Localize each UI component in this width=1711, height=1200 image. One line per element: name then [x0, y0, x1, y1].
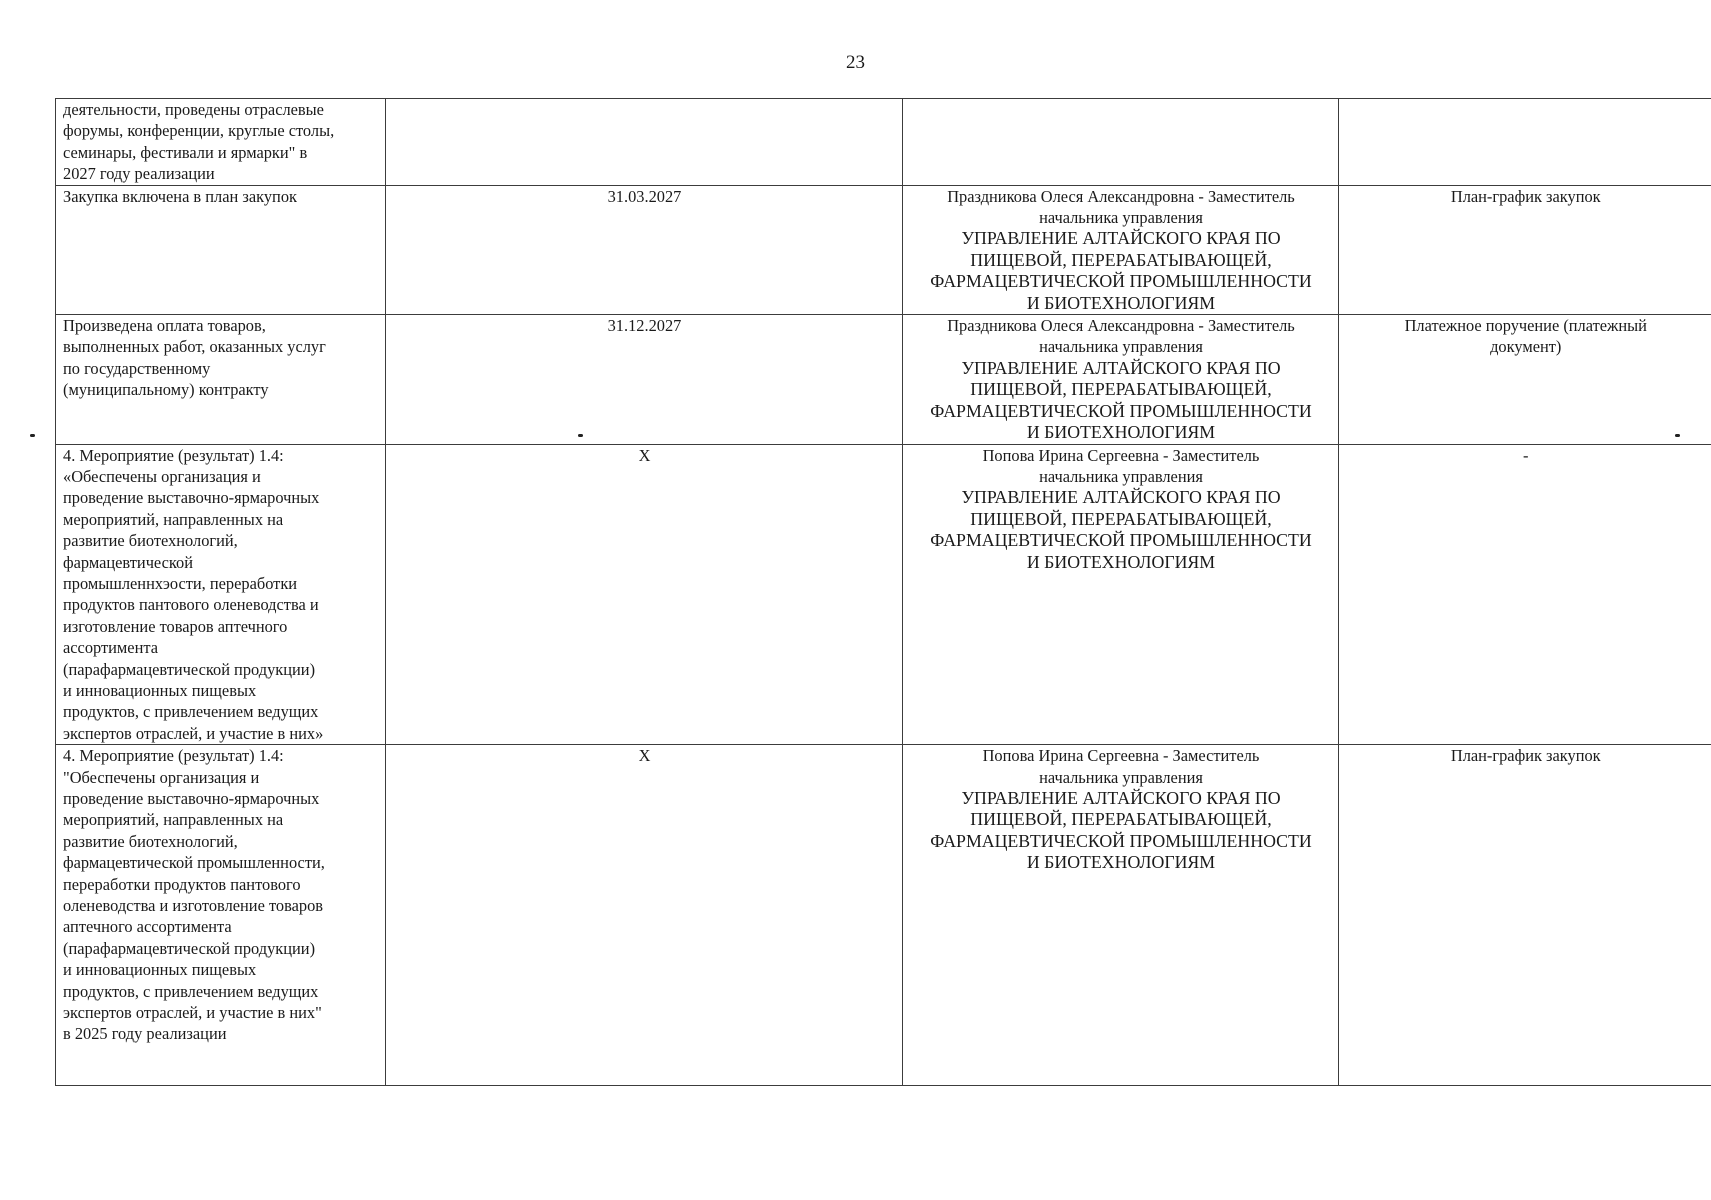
- document-cell: [1339, 99, 1711, 186]
- table-row: [56, 99, 1711, 186]
- table-row: [56, 745, 1711, 1086]
- date-cell: [386, 185, 903, 314]
- confirming-document: План-график закупок: [1450, 746, 1601, 766]
- responsible-person: Попова Ирина Сергеевна - Заместитель начальника управления: [982, 746, 1260, 787]
- event-date: 31.12.2027: [607, 316, 682, 336]
- date-cell: [386, 745, 903, 1086]
- event-date: 31.03.2027: [607, 186, 682, 206]
- responsible-organization: УПРАВЛЕНИЕ АЛТАЙСКОГО КРАЯ ПО ПИЩЕВОЙ, ПЕРЕРАБАТЫВАЮЩЕЙ, ФАРМАЦЕВТИЧЕСКОЙ ПРОМЫШЛЕННОСТИ И БИОТЕХНОЛОГИЯМ: [930, 788, 1312, 873]
- event-name: Закупка включена в план закупок: [63, 186, 297, 206]
- event-date: X: [638, 445, 651, 465]
- responsible-cell: [903, 99, 1339, 186]
- responsible-person: Попова Ирина Сергеевна - Заместитель начальника управления: [982, 445, 1260, 486]
- control-points-table: [55, 98, 1711, 1086]
- confirming-document: Платежное поручение (платежный документ): [1404, 316, 1647, 357]
- event-name: 4. Мероприятие (результат) 1.4: "Обеспечены организация и проведение выставочно-ярмарочных мероприятий, направленных на развитие биотехнологий, фармацевтической промышленности, переработки продуктов пантового оленеводства и изготовление товаров аптечного ассортимента (парафармацевтической продукции) и инновационных пищевых продуктов, с привлечением ведущих экспертов отраслей, и участие в них" в 2025 году реализации: [63, 746, 325, 1044]
- table-row: [56, 185, 1711, 314]
- event-name-cell: [56, 745, 386, 1086]
- responsible-person: Праздникова Олеся Александровна - Заместитель начальника управления: [947, 186, 1295, 228]
- document-cell: [1339, 315, 1711, 444]
- table-row: [56, 444, 1711, 745]
- responsible-organization: УПРАВЛЕНИЕ АЛТАЙСКОГО КРАЯ ПО ПИЩЕВОЙ, ПЕРЕРАБАТЫВАЮЩЕЙ, ФАРМАЦЕВТИЧЕСКОЙ ПРОМЫШЛЕННОСТИ И БИОТЕХНОЛОГИЯМ: [930, 487, 1312, 572]
- document-cell: [1339, 185, 1711, 314]
- event-name: 4. Мероприятие (результат) 1.4: «Обеспечены организация и проведение выставочно-ярмарочных мероприятий, направленных на развитие биотехнологий, фармацевтической промышленнхэости, переработки продуктов пантового оленеводства и изготовление товаров аптечного ассортимента (парафармацевтической продукции) и инновационных пищевых продуктов, с привлечением ведущих экспертов отраслей, и участие в них»: [63, 445, 324, 743]
- responsible-organization: УПРАВЛЕНИЕ АЛТАЙСКОГО КРАЯ ПО ПИЩЕВОЙ, ПЕРЕРАБАТЫВАЮЩЕЙ, ФАРМАЦЕВТИЧЕСКОЙ ПРОМЫШЛЕННОСТИ И БИОТЕХНОЛОГИЯМ: [930, 357, 1312, 443]
- scan-mark: [1675, 434, 1680, 437]
- scan-mark: [578, 434, 583, 437]
- event-name: деятельности, проведены отраслевые форумы, конференции, круглые столы, семинары, фестивали и ярмарки" в 2027 году реализации: [63, 100, 335, 184]
- date-cell: [386, 99, 903, 186]
- event-date: X: [638, 746, 651, 766]
- event-name-cell: [56, 99, 386, 186]
- responsible-cell: [903, 185, 1339, 314]
- event-name-cell: [56, 185, 386, 314]
- scan-mark: [30, 434, 35, 437]
- table-row: [56, 315, 1711, 444]
- responsible-cell: [903, 315, 1339, 444]
- confirming-document: План-график закупок: [1450, 186, 1601, 206]
- event-name: Произведена оплата товаров, выполненных работ, оказанных услуг по государственному (муниципальному) контракту: [63, 316, 326, 400]
- event-name-cell: [56, 315, 386, 444]
- date-cell: [386, 444, 903, 745]
- responsible-cell: [903, 745, 1339, 1086]
- page-number: 23: [846, 52, 865, 73]
- responsible-cell: [903, 444, 1339, 745]
- event-name-cell: [56, 444, 386, 745]
- document-cell: [1339, 745, 1711, 1086]
- responsible-organization: УПРАВЛЕНИЕ АЛТАЙСКОГО КРАЯ ПО ПИЩЕВОЙ, ПЕРЕРАБАТЫВАЮЩЕЙ, ФАРМАЦЕВТИЧЕСКОЙ ПРОМЫШЛЕННОСТИ И БИОТЕХНОЛОГИЯМ: [930, 228, 1312, 313]
- document-cell: [1339, 444, 1711, 745]
- confirming-document: -: [1523, 445, 1529, 465]
- responsible-person: Праздникова Олеся Александровна - Заместитель начальника управления: [947, 316, 1295, 357]
- date-cell: [386, 315, 903, 444]
